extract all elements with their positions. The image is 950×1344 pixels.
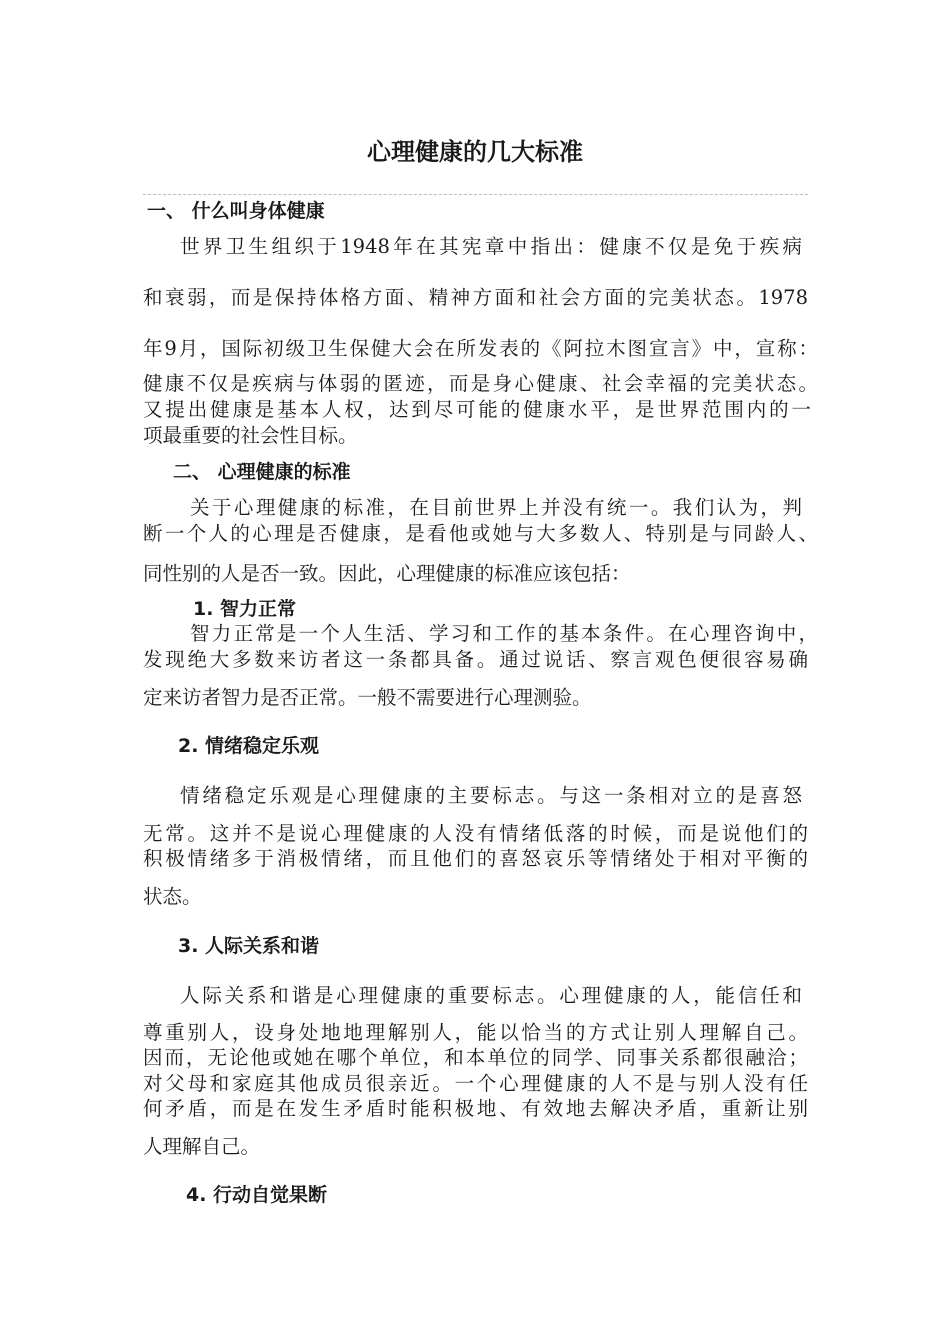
paragraph-line: 积极情绪多于消极情绪，而且他们的喜怒哀乐等情绪处于相对平衡的 — [143, 847, 808, 870]
paragraph-line: 发现绝大多数来访者这一条都具备。通过说话、察言观色便很容易确 — [143, 648, 808, 671]
paragraph-line: 情绪稳定乐观是心理健康的主要标志。与这一条相对立的是喜怒 — [180, 784, 802, 807]
paragraph-line: 对父母和家庭其他成员很亲近。一个心理健康的人不是与别人没有任 — [143, 1072, 808, 1095]
item-heading: 1. 智力正常 — [193, 598, 297, 620]
paragraph-line: 状态。 — [143, 885, 202, 908]
item-heading: 2. 情绪稳定乐观 — [178, 735, 320, 757]
paragraph-line: 尊重别人，设身处地地理解别人，能以恰当的方式让别人理解自己。 — [143, 1021, 808, 1044]
paragraph-line: 项最重要的社会性目标。 — [143, 424, 358, 447]
paragraph-line: 健康不仅是疾病与体弱的匿迹，而是身心健康、社会幸福的完美状态。 — [143, 372, 818, 395]
paragraph-line: 何矛盾，而是在发生矛盾时能积极地、有效地去解决矛盾，重新让别 — [143, 1097, 808, 1120]
paragraph-line: 又提出健康是基本人权，达到尽可能的健康水平，是世界范围内的一 — [143, 398, 811, 421]
paragraph-line: 断一个人的心理是否健康，是看他或她与大多数人、特别是与同龄人、 — [143, 522, 818, 545]
section-heading: 二、 心理健康的标准 — [173, 461, 351, 483]
item-heading: 4. 行动自觉果断 — [186, 1184, 328, 1206]
item-heading: 3. 人际关系和谐 — [178, 935, 320, 957]
paragraph-line: 世界卫生组织于1948年在其宪章中指出：健康不仅是免于疾病 — [180, 235, 802, 258]
paragraph-line: 人理解自己。 — [143, 1135, 261, 1158]
paragraph-line: 关于心理健康的标准，在目前世界上并没有统一。我们认为，判 — [190, 496, 802, 519]
paragraph-line: 定来访者智力是否正常。一般不需要进行心理测验。 — [143, 686, 592, 709]
paragraph-line: 年9月，国际初级卫生保健大会在所发表的《阿拉木图宣言》中，宣称： — [143, 337, 818, 360]
paragraph-line: 因而，无论他或她在哪个单位，和本单位的同学、同事关系都很融洽； — [143, 1046, 808, 1069]
dashed-divider — [143, 194, 808, 195]
paragraph-line: 和衰弱，而是保持体格方面、精神方面和社会方面的完美状态。1978 — [143, 286, 808, 309]
section-heading: 一、 什么叫身体健康 — [147, 200, 325, 222]
paragraph-line: 同性别的人是否一致。因此，心理健康的标准应该包括： — [143, 562, 631, 585]
paragraph-line: 人际关系和谐是心理健康的重要标志。心理健康的人，能信任和 — [180, 984, 802, 1007]
paragraph-line: 智力正常是一个人生活、学习和工作的基本条件。在心理咨询中， — [190, 622, 818, 645]
document-title: 心理健康的几大标准 — [367, 138, 583, 166]
paragraph-line: 无常。这并不是说心理健康的人没有情绪低落的时候，而是说他们的 — [143, 822, 808, 845]
